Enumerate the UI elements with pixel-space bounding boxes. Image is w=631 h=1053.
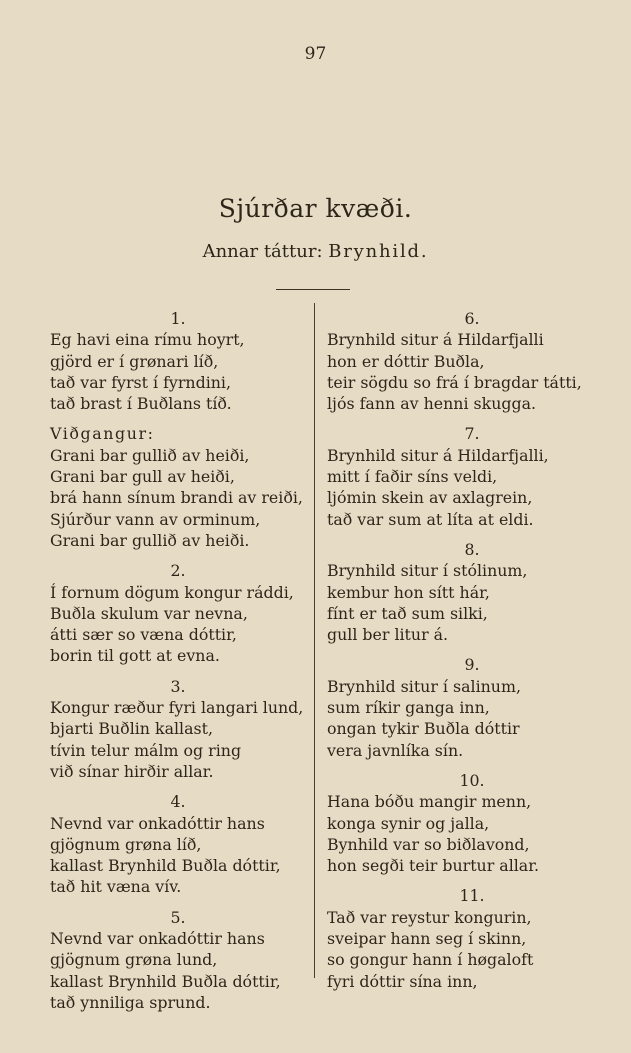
verse-line: fyri dóttir sína inn, <box>327 971 478 991</box>
verse-line: tað var fyrst í fyrndini, <box>50 372 231 392</box>
stanza <box>50 423 306 551</box>
verse-line: Brynhild situr á Hildarfjalli <box>327 330 544 350</box>
verse-line: tívin telur málm og ring <box>50 740 242 760</box>
verse-line: kallast Brynhild Buðla dóttir, <box>50 971 281 991</box>
page-number: 97 <box>304 44 327 64</box>
right-column <box>327 308 617 1001</box>
verse-line: gjögnum grøna lund, <box>50 950 218 970</box>
verse-line: sveipar hann seg í skinn, <box>327 929 527 949</box>
stanza <box>327 308 617 414</box>
verse-line: Brynhild situr á Hildarfjalli, <box>327 445 549 465</box>
stanza-number: 1. <box>170 309 186 328</box>
verse-line: ljós fann av henni skugga. <box>327 394 537 414</box>
stanza <box>327 885 617 991</box>
verse-line: Eg havi eina rímu hoyrt, <box>50 330 245 350</box>
verse-line: kembur hon sítt hár, <box>327 582 490 602</box>
stanza-number: 7. <box>464 424 480 444</box>
verse-line: so gongur hann í høgaloft <box>327 950 534 970</box>
subtitle-name: Brynhild. <box>328 241 429 262</box>
verse-line: Grani bar gull av heiði, <box>50 467 235 487</box>
verse-line: mitt í faðir síns veldi, <box>327 467 498 487</box>
verse-line: hon er dóttir Buðla, <box>327 351 485 371</box>
stanza-number: 2. <box>170 561 186 581</box>
verse-line: sum ríkir ganga inn, <box>327 698 490 718</box>
stanza-number: 11. <box>459 886 485 906</box>
stanza <box>327 770 617 876</box>
stanza <box>327 654 617 760</box>
verse-line: gjörd er í grønari líð, <box>50 351 219 371</box>
poem-subtitle <box>0 241 631 262</box>
stanza <box>327 423 617 529</box>
verse-line: við sínar hirðir allar. <box>50 761 214 781</box>
stanza <box>50 560 306 666</box>
stanza <box>50 907 306 1013</box>
verse-line: Grani bar gullið av heiði, <box>50 445 250 465</box>
verse-line: tað ynniliga sprund. <box>50 992 211 1012</box>
verse-line: Nevnd var onkadóttir hans <box>50 929 265 949</box>
verse-line: Bynhild var so biðlavond, <box>327 834 530 854</box>
stanza-number: 8. <box>464 539 480 559</box>
stanza <box>50 791 306 897</box>
verse-line: Tað var reystur kongurin, <box>327 907 532 927</box>
verse-line: tað var sum at líta at eldi. <box>327 509 534 529</box>
verse-line: tað hit væna vív. <box>50 877 182 897</box>
stanza-number: 9. <box>464 655 480 675</box>
verse-line: Brynhild situr í stólinum, <box>327 561 528 581</box>
verse-line: brá hann sínum brandi av reiði, <box>50 488 303 508</box>
verse-line: Sjúrður vann av orminum, <box>50 509 261 529</box>
verse-line: borin til gott at evna. <box>50 646 220 666</box>
verse-line: teir sögdu so frá í bragdar tátti, <box>327 372 582 392</box>
verse-line: hon segði teir burtur allar. <box>327 856 540 876</box>
stanza <box>327 539 617 645</box>
verse-line: ongan tykir Buðla dóttir <box>327 719 520 739</box>
stanza-number: 3. <box>170 676 186 696</box>
verse-line: Kongur ræður fyri langari lund, <box>50 698 304 718</box>
column-divider <box>314 303 315 978</box>
verse-line: gjögnum grøna líð, <box>50 834 202 854</box>
verse-line: tað brast í Buðlans tíð. <box>50 394 232 414</box>
stanza <box>50 676 306 782</box>
verse-line: gull ber litur á. <box>327 625 449 645</box>
verse-line: bjarti Buðlin kallast, <box>50 719 213 739</box>
left-column <box>50 308 306 1022</box>
verse-line: Buðla skulum var nevna, <box>50 603 248 623</box>
subtitle-prefix: Annar táttur: <box>202 241 323 262</box>
verse-line: átti sær so væna dóttir, <box>50 625 237 645</box>
stanza <box>50 308 306 414</box>
stanza-number: 10. <box>459 770 485 790</box>
verse-line: Hana bóðu mangir menn, <box>327 792 532 812</box>
verse-line: Brynhild situr í salinum, <box>327 676 521 696</box>
stanza-number: 4. <box>170 792 186 812</box>
verse-line: fínt er tað sum silki, <box>327 603 488 623</box>
verse-line: Í fornum dögum kongur ráddi, <box>50 582 294 602</box>
title-rule <box>276 289 350 290</box>
verse-line: konga synir og jalla, <box>327 813 490 833</box>
verse-line: Grani bar gullið av heiði. <box>50 530 250 550</box>
stanza-number: 6. <box>464 309 480 328</box>
stanza-number: 5. <box>170 907 186 927</box>
refrain-heading: Viðgangur: <box>50 424 155 444</box>
verse-line: vera javnlíka sín. <box>327 740 464 760</box>
poem-title: Sjúrðar kvæði. <box>218 194 413 223</box>
verse-line: ljómin skein av axlagrein, <box>327 488 533 508</box>
verse-line: kallast Brynhild Buðla dóttir, <box>50 856 281 876</box>
verse-line: Nevnd var onkadóttir hans <box>50 813 265 833</box>
